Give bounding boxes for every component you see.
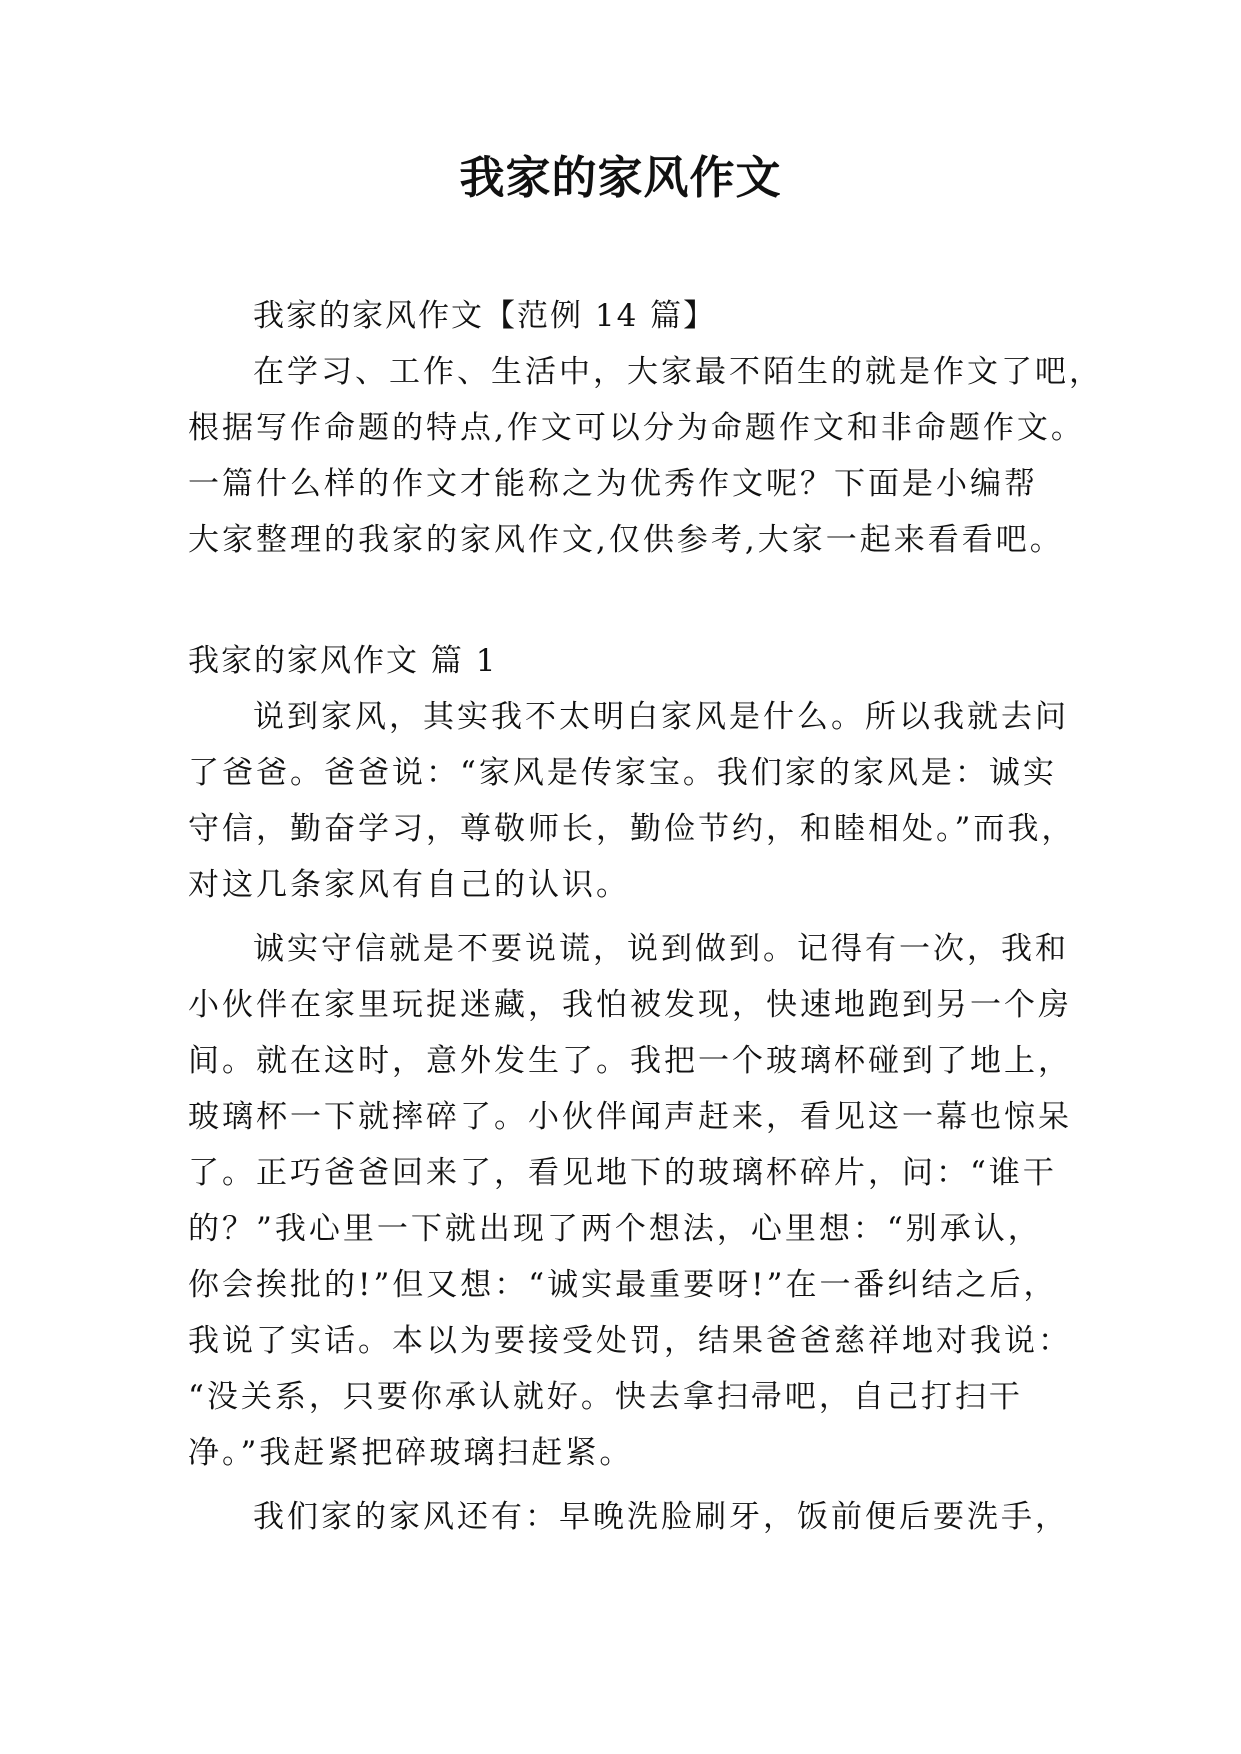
text-line: 净。”我赶紧把碎玻璃扫赶紧。	[188, 1435, 634, 1471]
text-line: 的？”我心里一下就出现了两个想法，心里想：“别承认，	[188, 1211, 1042, 1247]
text-line: 玻璃杯一下就摔碎了。小伙伴闻声赶来，看见这一幕也惊呆	[188, 1099, 1072, 1135]
text-line: 了。正巧爸爸回来了，看见地下的玻璃杯碎片，问：“谁干	[188, 1155, 1057, 1191]
text-line: 对这几条家风有自己的认识。	[188, 867, 630, 903]
text-line: 你会挨批的!”但又想：“诚实最重要呀!”在一番纠结之后，	[188, 1267, 1058, 1303]
text-line: 小伙伴在家里玩捉迷藏，我怕被发现，快速地跑到另一个房	[188, 987, 1072, 1023]
text-line: “没关系，只要你承认就好。快去拿扫帚吧，自己打扫干	[188, 1379, 1023, 1415]
text-line: 我家的家风作文 篇 1	[188, 643, 498, 679]
text-line: 我说了实话。本以为要接受处罚，结果爸爸慈祥地对我说：	[188, 1323, 1072, 1359]
text-line: 一篇什么样的作文才能称之为优秀作文呢？下面是小编帮	[188, 466, 1038, 502]
text-line: 说到家风，其实我不太明白家风是什么。所以我就去问	[253, 699, 1069, 735]
text-line: 我们家的家风还有：早晚洗脸刷牙，饭前便后要洗手，	[253, 1499, 1069, 1535]
text-line: 诚实守信就是不要说谎，说到做到。记得有一次，我和	[253, 931, 1069, 967]
text-line: 根据写作命题的特点,作文可以分为命题作文和非命题作文。	[188, 410, 1085, 446]
text-line: 了爸爸。爸爸说：“家风是传家宝。我们家的家风是：诚实	[188, 755, 1057, 791]
text-line: 在学习、工作、生活中，大家最不陌生的就是作文了吧，	[253, 354, 1103, 390]
text-line: 守信，勤奋学习，尊敬师长，勤俭节约，和睦相处。”而我，	[188, 811, 1076, 847]
text-line: 间。就在这时，意外发生了。我把一个玻璃杯碰到了地上，	[188, 1043, 1072, 1079]
text-line: 大家整理的我家的家风作文,仅供参考,大家一起来看看吧。	[188, 522, 1064, 558]
text-line: 我家的家风作文【范例 14 篇】	[253, 298, 717, 334]
document-title: 我家的家风作文	[459, 151, 782, 204]
